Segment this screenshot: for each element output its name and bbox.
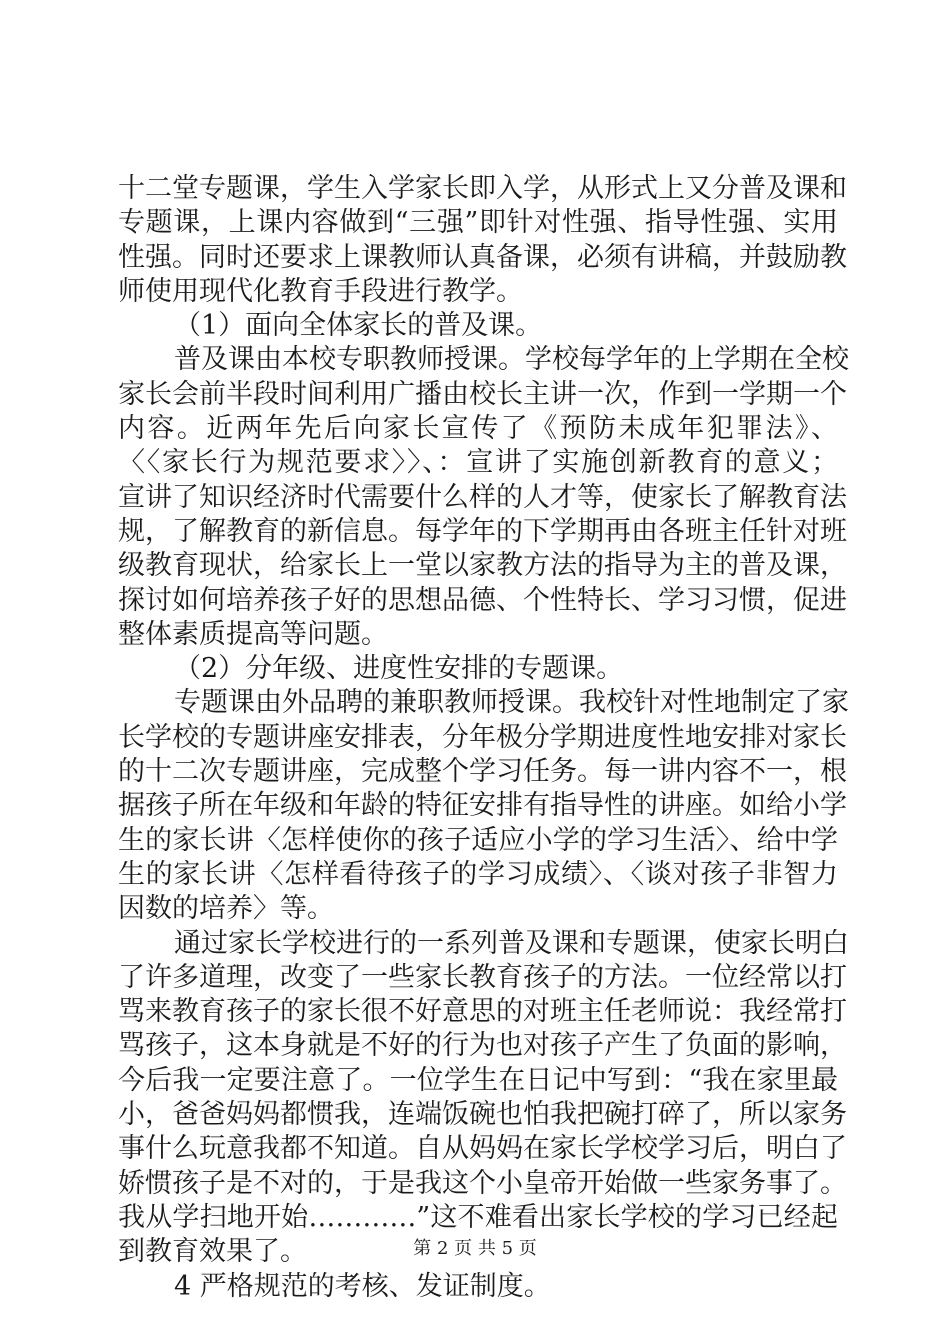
text-line: 规，了解教育的新信息。每学年的下学期再由各班主任针对班 xyxy=(118,515,847,547)
text-line: 4 严格规范的考核、发证制度。 xyxy=(174,1270,551,1302)
text-line: 了许多道理，改变了一些家长教育孩子的方法。一位经常以打 xyxy=(118,961,847,993)
text-line: 普及课由本校专职教师授课。学校每学年的上学期在全校 xyxy=(174,344,849,376)
text-line: 因数的培养〉等。 xyxy=(118,893,334,925)
text-line: 生的家长讲〈怎样看待孩子的学习成绩〉、〈谈对孩子非智力 xyxy=(118,858,838,890)
text-line: 的十二次专题讲座，完成整个学习任务。每一讲内容不一，根 xyxy=(118,756,847,788)
text-line: 十二堂专题课，学生入学家长即入学，从形式上又分普及课和 xyxy=(118,173,847,204)
text-line: （2）分年级、进度性安排的专题课。 xyxy=(174,653,624,685)
text-line: 我从学扫地开始…………”这不难看出家长学校的学习已经起 xyxy=(118,1201,838,1233)
text-line: 家长会前半段时间利用广播由校长主讲一次，作到一学期一个 xyxy=(118,378,847,410)
text-line: 专题课由外品聘的兼职教师授课。我校针对性地制定了家 xyxy=(174,687,849,719)
page-footer: 第 2 页 共 5 页 xyxy=(413,1238,537,1259)
text-line: 师使用现代化教育手段进行教学。 xyxy=(118,275,523,307)
text-line: 性强。同时还要求上课教师认真备课，必须有讲稿，并鼓励教 xyxy=(118,241,847,273)
text-line: 整体素质提高等问题。 xyxy=(118,618,388,650)
text-line: 专题课，上课内容做到“三强”即针对性强、指导性强、实用 xyxy=(118,207,838,239)
body-text xyxy=(118,172,849,1304)
text-line: 今后我一定要注意了。一位学生在日记中写到：“我在家里最 xyxy=(118,1064,838,1096)
text-line: （1）面向全体家长的普及课。 xyxy=(174,310,543,342)
text-line: 骂来教育孩子的家长很不好意思的对班主任老师说：我经常打 xyxy=(118,996,847,1028)
text-line: 级教育现状，给家长上一堂以家教方法的指导为主的普及课， xyxy=(118,550,847,582)
text-line: 生的家长讲〈怎样使你的孩子适应小学的学习生活〉、给中学 xyxy=(118,824,838,856)
text-line: 长学校的专题讲座安排表，分年极分学期进度性地安排对家长 xyxy=(118,721,847,753)
text-line: 宣讲了知识经济时代需要什么样的人才等，使家长了解教育法 xyxy=(118,481,847,513)
text-line: 到教育效果了。 xyxy=(118,1236,307,1268)
text-line: 事什么玩意我都不知道。自从妈妈在家长学校学习后，明白了 xyxy=(118,1133,847,1165)
text-line: 骂孩子，这本身就是不好的行为也对孩子产生了负面的影响， xyxy=(118,1030,847,1062)
text-line: 通过家长学校进行的一系列普及课和专题课，使家长明白 xyxy=(174,927,849,959)
text-line: 〈〈家长行为规范要求〉〉、：宣讲了实施创新教育的意义； xyxy=(118,447,838,479)
text-line: 娇惯孩子是不对的，于是我这个小皇帝开始做一些家务事了。 xyxy=(118,1167,847,1199)
text-line: 探讨如何培养孩子好的思想品德、个性特长、学习习惯，促进 xyxy=(118,584,847,616)
text-line: 内容。近两年先后向家长宣传了《预防未成年犯罪法》、 xyxy=(118,413,838,445)
text-line: 小，爸爸妈妈都惯我，连端饭碗也怕我把碗打碎了，所以家务 xyxy=(118,1099,847,1131)
text-line: 据孩子所在年级和年龄的特征安排有指导性的讲座。如给小学 xyxy=(118,790,847,822)
